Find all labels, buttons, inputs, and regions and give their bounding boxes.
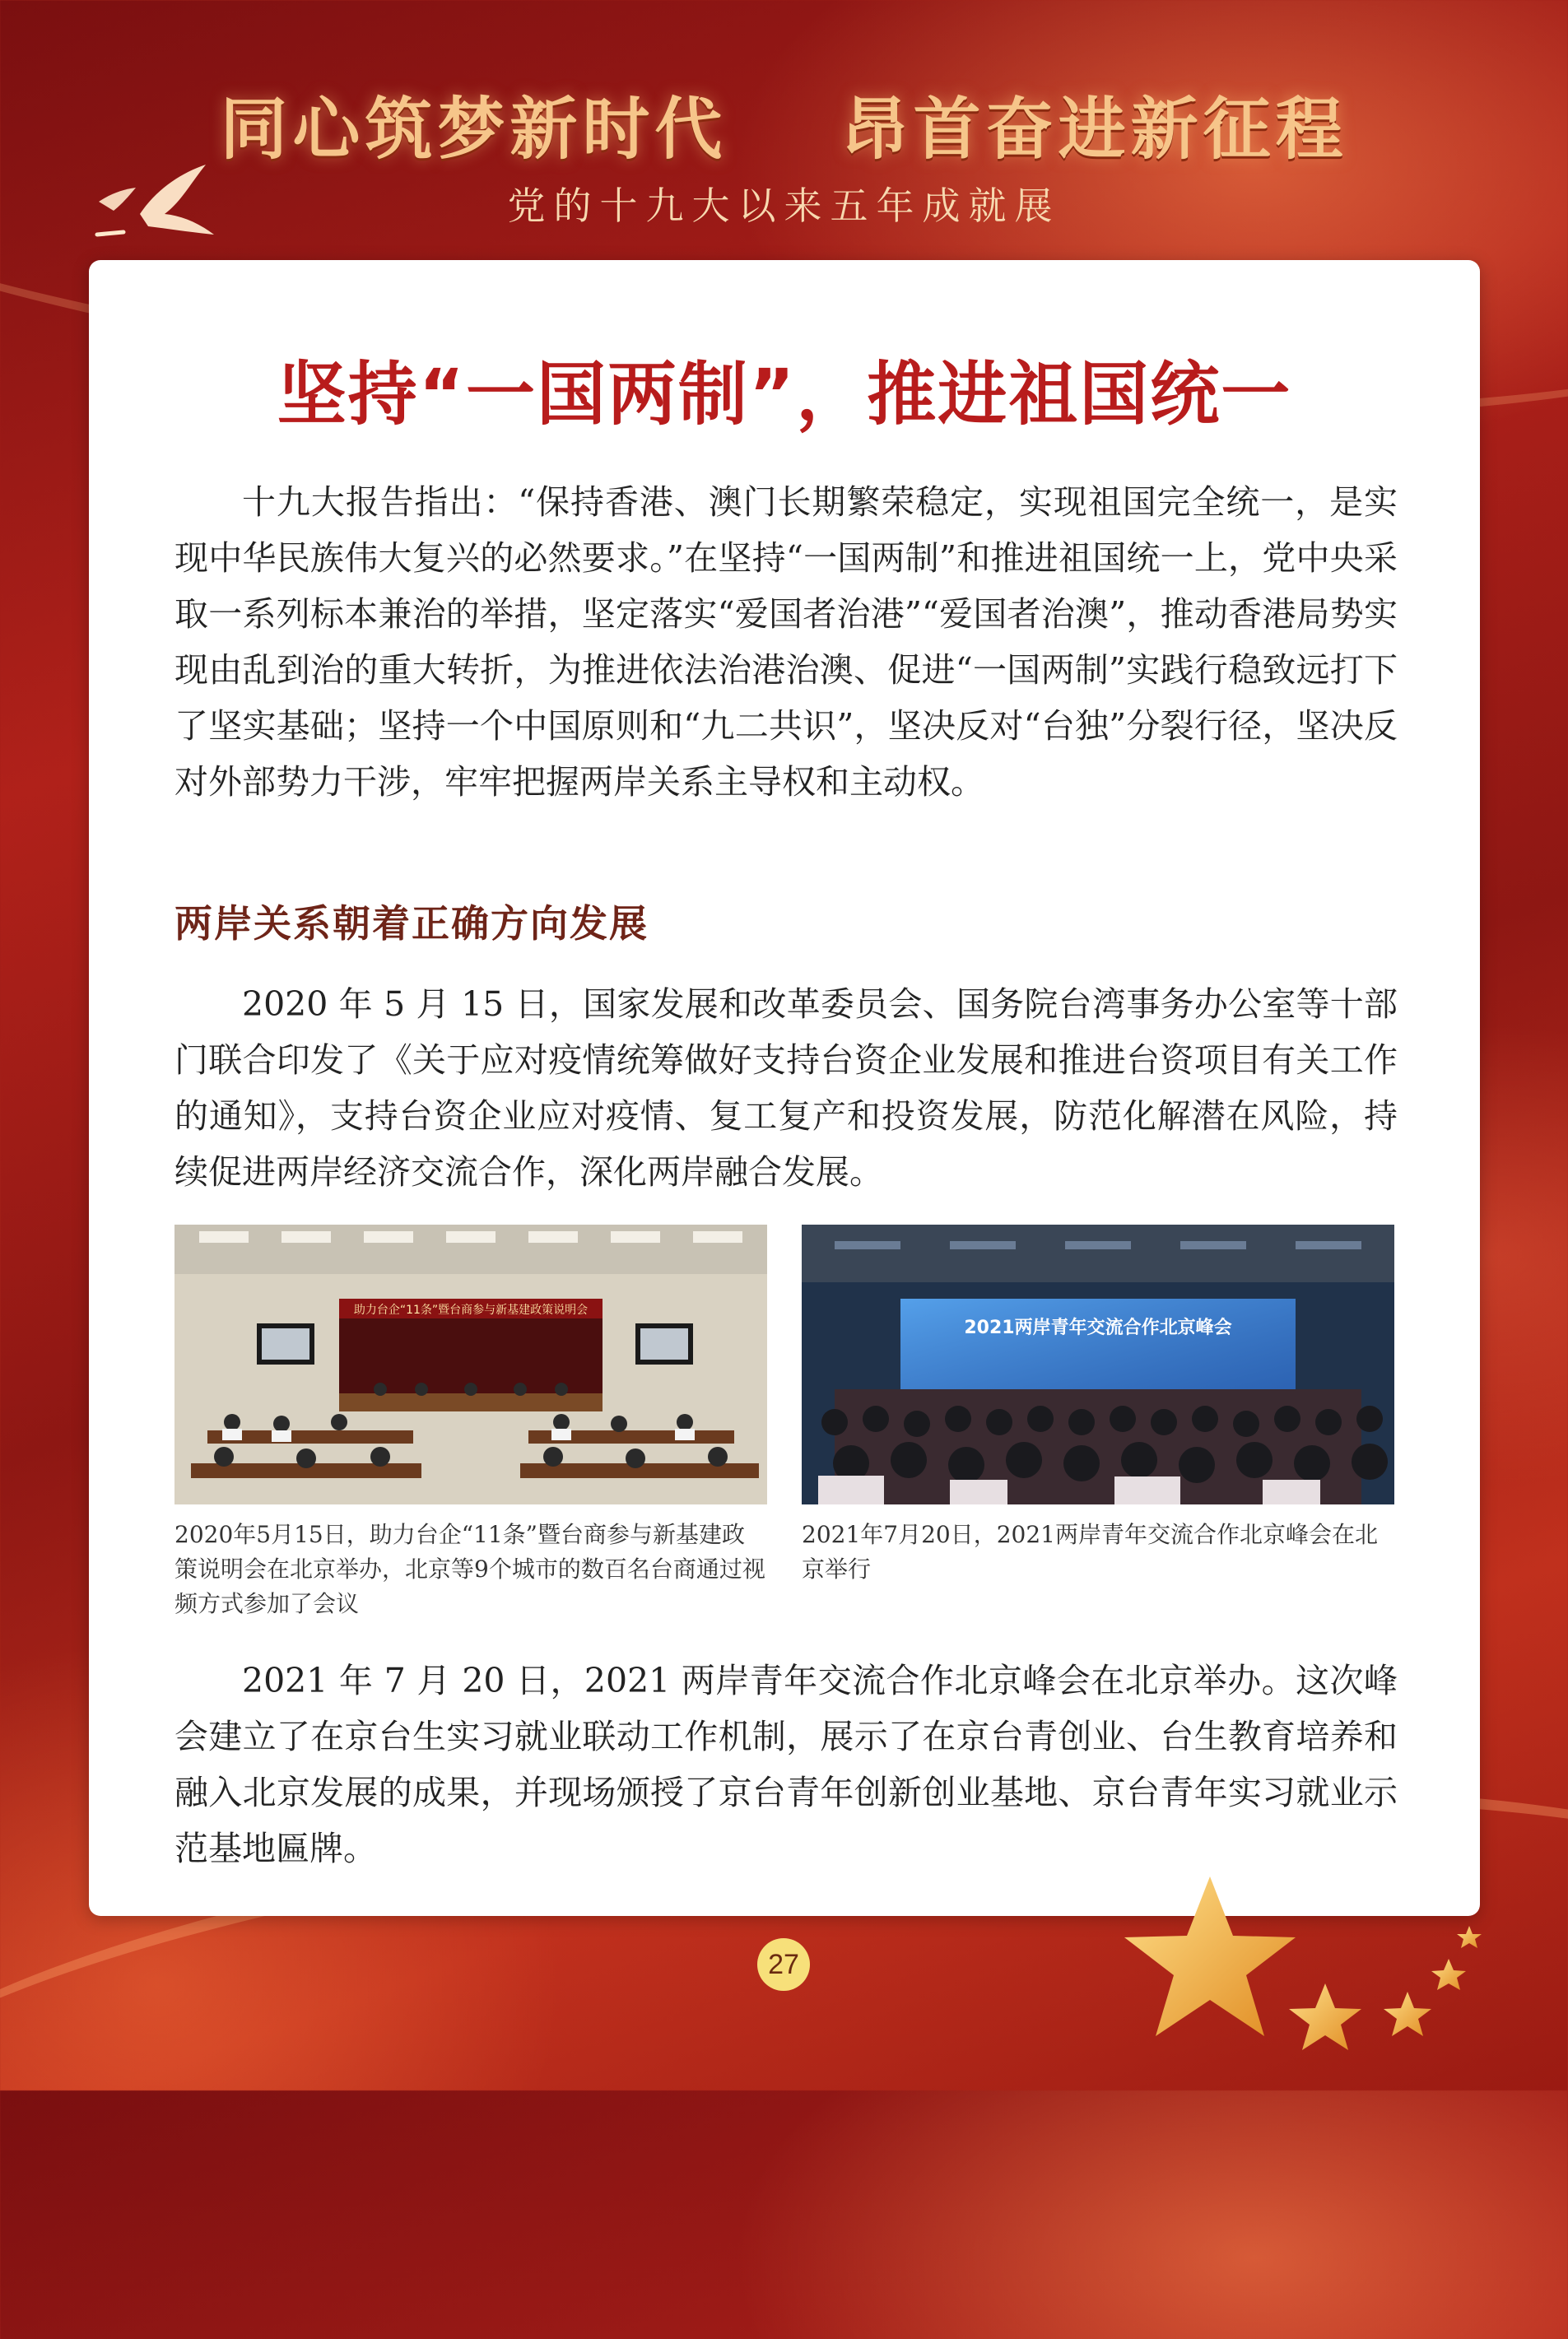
- stars-icon: [1103, 1860, 1514, 2074]
- header-title: 同心筑梦新时代 昂首奋进新征程: [220, 91, 1348, 169]
- caption-left: 2020年5月15日，助力台企“11条”暨台商参与新基建政策说明会在北京举办，北京等9个城市的数百名台商通过视频方式参加了会议: [174, 1521, 765, 1617]
- banner-left: 助力台企“11条”暨台商参与新基建政策说明会: [353, 1304, 589, 1317]
- header-subtitle: 党的十九大以来五年成就展: [507, 184, 1061, 228]
- paragraph-2020-policy: 2020 年 5 月 15 日，国家发展和改革委员会、国务院台湾事务办公室等十部门联合印发了《关于应对疫情统筹做好支持台资企业发展和推进台资项目有关工作的通知》，支持台资企业应对疫情、复工复产和投资发展，防范化解潜在风险，持续促进两岸经济交流合作，深化两岸融合发展。: [174, 984, 1398, 1192]
- page-number: 27: [757, 1938, 810, 1991]
- page-title: 坚持“一国两制”，推进祖国统一: [277, 354, 1292, 435]
- caption-right: 2021年7月20日，2021两岸青年交流合作北京峰会在北京举行: [802, 1521, 1378, 1583]
- section-heading: 两岸关系朝着正确方向发展: [174, 901, 649, 946]
- intro-paragraph: 十九大报告指出：“保持香港、澳门长期繁荣稳定，实现祖国完全统一，是实现中华民族伟大复兴的必然要求。”在坚持“一国两制”和推进祖国统一上，党中央采取一系列标本兼治的举措，坚定落实“爱国者治港”“爱国者治澳”，推动香港局势实现由乱到治的重大转折，为推进依法治港治澳、促进“一国两制”实践行稳致远打下了坚实基础；坚持一个中国原则和“九二共识”，坚决反对“台独”分裂行径，坚决反对外部势力干涉，牢牢把握两岸关系主导权和主动权。: [174, 482, 1398, 802]
- photo-youth-summit: [802, 1225, 1394, 1504]
- content-panel: [89, 260, 1480, 1916]
- paragraph-2021-summit: 2021 年 7 月 20 日，2021 两岸青年交流合作北京峰会在北京举办。这次峰会建立了在京台生实习就业联动工作机制，展示了在京台青创业、台生教育培养和融入北京发展的成果，并现场颁授了京台青年创新创业基地、京台青年实习就业示范基地匾牌。: [174, 1661, 1398, 1868]
- banner-right: 2021两岸青年交流合作北京峰会: [964, 1318, 1232, 1338]
- photo-conference-hall: [174, 1225, 767, 1504]
- dove-icon: [91, 156, 239, 255]
